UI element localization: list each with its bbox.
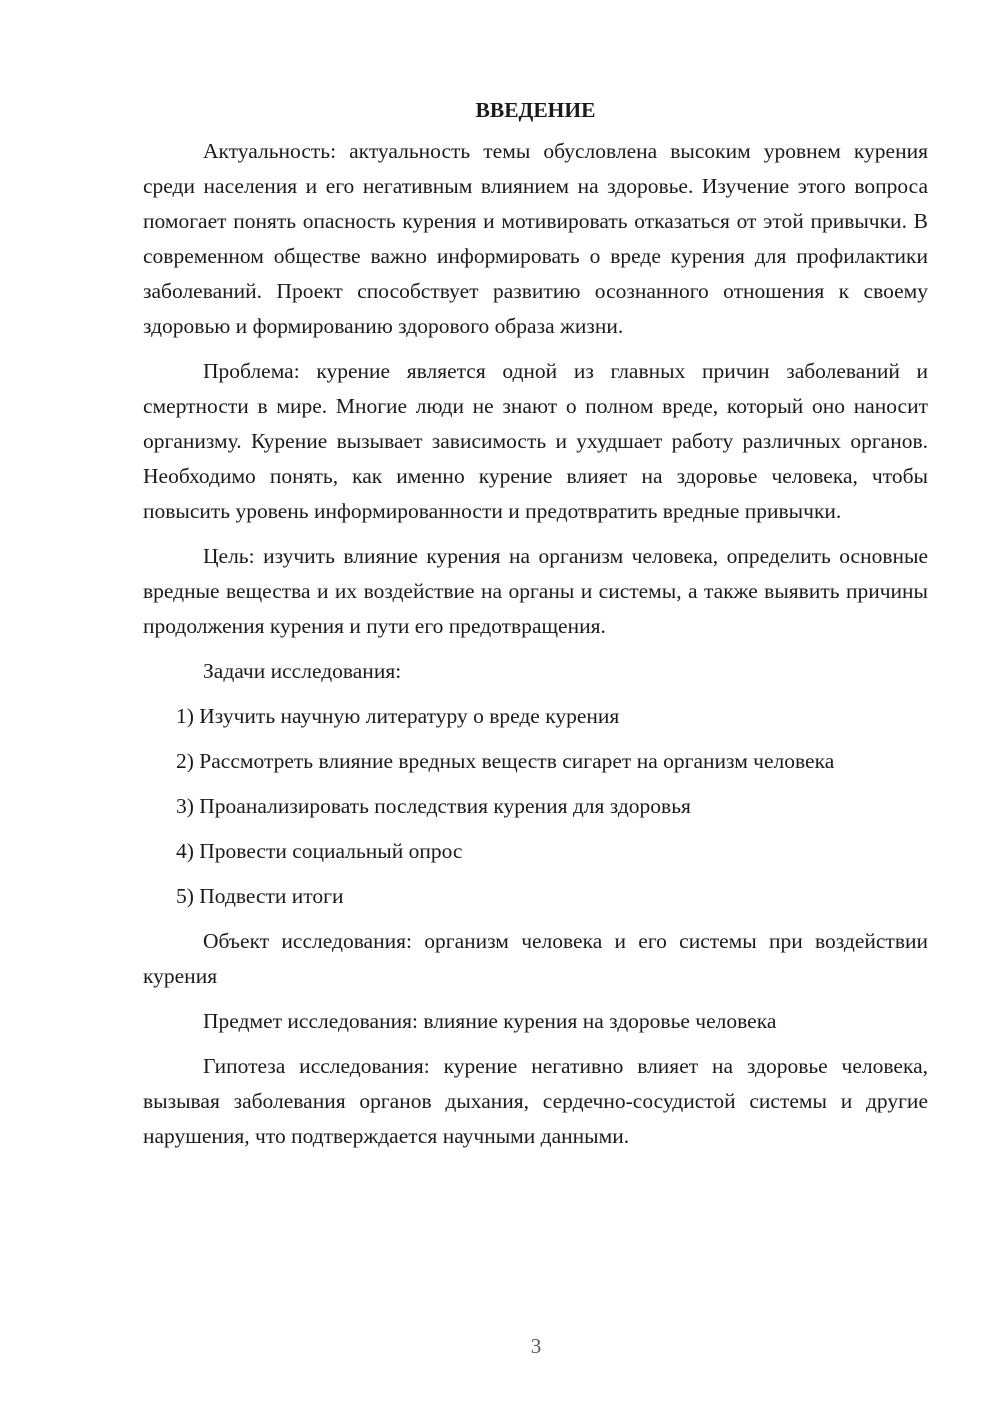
subject-paragraph: Предмет исследования: влияние курения на здоровье человека bbox=[203, 1009, 777, 1033]
problem-paragraph: Проблема: курение является одной из главных причин заболеваний и смертности в мире. Многие люди не знают о полном вреде, который оно наносит организму. Курение вызывает зависимость и ухудшает работу различных органов. Необходимо понять, как именно курение влияет на здоровье человека, чтобы повысить уровень информированности и предотвратить вредные привычки. bbox=[143, 359, 928, 523]
relevance-paragraph: Актуальность: актуальность темы обусловлена высоким уровнем курения среди населения и его негативным влиянием на здоровье. Изучение этого вопроса помогает понять опасность курения и мотивировать отказаться от этой привычки. В современном обществе важно информировать о вреде курения для профилактики заболеваний. Проект способствует развитию осознанного отношения к своему здоровью и формированию здорового образа жизни. bbox=[143, 139, 928, 338]
task-item-5: 5) Подвести итоги bbox=[176, 884, 344, 908]
tasks-heading: Задачи исследования: bbox=[203, 659, 402, 683]
document-body bbox=[143, 96, 928, 1164]
goal-paragraph: Цель: изучить влияние курения на организм человека, определить основные вредные вещества и их воздействие на органы и системы, а также выявить причины продолжения курения и пути его предотвращения. bbox=[143, 544, 928, 638]
task-item-2: 2) Рассмотреть влияние вредных веществ сигарет на организм человека bbox=[176, 749, 835, 773]
section-title: ВВЕДЕНИЕ bbox=[475, 98, 596, 122]
page-number: 3 bbox=[530, 1334, 542, 1358]
task-item-1: 1) Изучить научную литературу о вреде курения bbox=[176, 704, 620, 728]
task-item-4: 4) Провести социальный опрос bbox=[176, 839, 463, 863]
object-paragraph: Объект исследования: организм человека и его системы при воздействии курения bbox=[143, 929, 928, 988]
hypothesis-paragraph: Гипотеза исследования: курение негативно влияет на здоровье человека, вызывая заболевания органов дыхания, сердечно-сосудистой системы и другие нарушения, что подтверждается научными данными. bbox=[143, 1054, 928, 1148]
task-item-3: 3) Проанализировать последствия курения для здоровья bbox=[176, 794, 691, 818]
